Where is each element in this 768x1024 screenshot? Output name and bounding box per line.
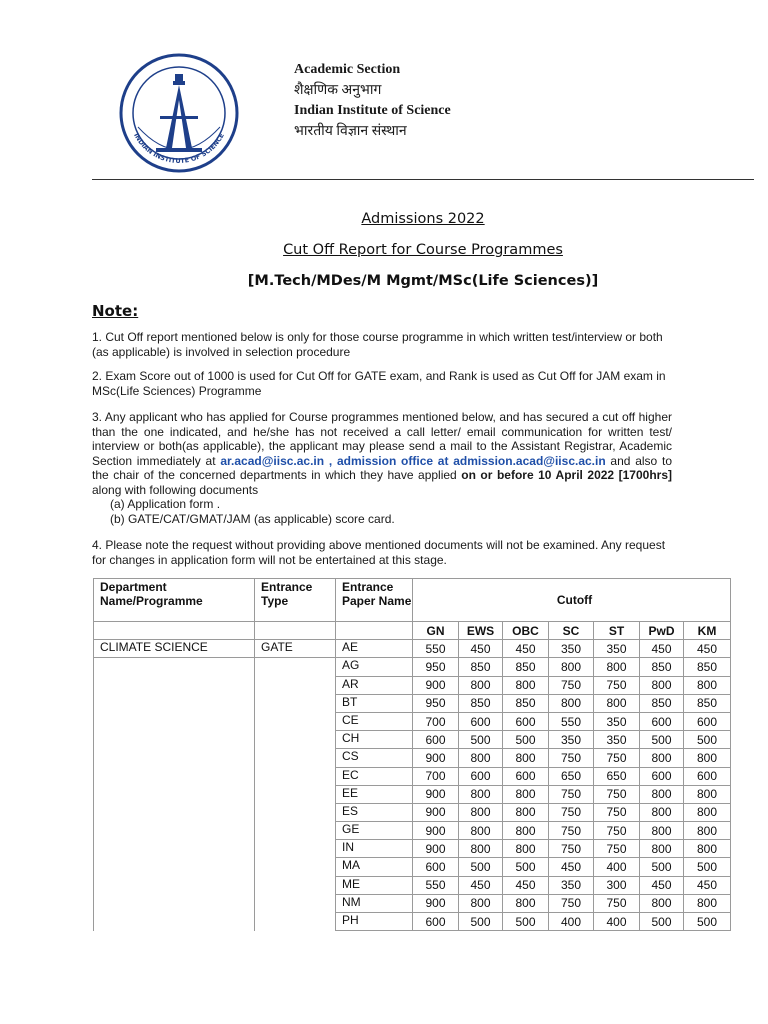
note-paragraph-4: 4. Please note the request without providing above mentioned documents will not be examined. Any request for changes in application form will not be entertained at this stage. bbox=[92, 538, 666, 567]
empty-cell bbox=[94, 858, 255, 876]
doc-item-a: (a) Application form . bbox=[110, 497, 221, 511]
cutoff-value-cell: 800 bbox=[640, 840, 684, 858]
empty-cell bbox=[94, 712, 255, 730]
empty-cell bbox=[94, 676, 255, 694]
table-row bbox=[94, 785, 731, 803]
paper-cell: AE bbox=[336, 640, 413, 658]
cutoff-value-cell: 950 bbox=[413, 658, 459, 676]
cutoff-value-cell: 500 bbox=[503, 731, 549, 749]
entrance-type-cell: GATE bbox=[255, 640, 336, 658]
empty-cell bbox=[94, 749, 255, 767]
cutoff-value-cell: 350 bbox=[594, 712, 640, 730]
table-row bbox=[94, 858, 731, 876]
cutoff-value-cell: 600 bbox=[413, 858, 459, 876]
paper-cell: MA bbox=[336, 858, 413, 876]
cutoff-value-cell: 350 bbox=[549, 876, 594, 894]
cutoff-value-cell: 450 bbox=[503, 640, 549, 658]
cutoff-value-cell: 800 bbox=[549, 658, 594, 676]
cutoff-value-cell: 600 bbox=[459, 712, 503, 730]
cutoff-value-cell: 750 bbox=[594, 676, 640, 694]
cutoff-value-cell: 750 bbox=[594, 749, 640, 767]
cutoff-value-cell: 750 bbox=[549, 894, 594, 912]
category-st: ST bbox=[594, 622, 640, 640]
cutoff-value-cell: 900 bbox=[413, 803, 459, 821]
cutoff-value-cell: 800 bbox=[640, 749, 684, 767]
empty-cell bbox=[94, 731, 255, 749]
paper-cell: GE bbox=[336, 822, 413, 840]
empty-cell bbox=[255, 785, 336, 803]
cutoff-value-cell: 500 bbox=[640, 913, 684, 931]
cutoff-value-cell: 800 bbox=[684, 785, 731, 803]
institute-name: Indian Institute of Science bbox=[294, 103, 451, 118]
cutoff-value-cell: 800 bbox=[640, 894, 684, 912]
paper-cell: BT bbox=[336, 694, 413, 712]
cutoff-value-cell: 500 bbox=[684, 913, 731, 931]
cutoff-value-cell: 800 bbox=[503, 822, 549, 840]
paper-cell: IN bbox=[336, 840, 413, 858]
cutoff-value-cell: 450 bbox=[640, 640, 684, 658]
cutoff-value-cell: 800 bbox=[684, 676, 731, 694]
cutoff-value-cell: 450 bbox=[459, 640, 503, 658]
cutoff-value-cell: 900 bbox=[413, 840, 459, 858]
cutoff-value-cell: 600 bbox=[684, 712, 731, 730]
cutoff-value-cell: 850 bbox=[640, 658, 684, 676]
title-report: Cut Off Report for Course Programmes bbox=[283, 242, 563, 258]
cutoff-value-cell: 500 bbox=[459, 913, 503, 931]
cutoff-value-cell: 600 bbox=[413, 731, 459, 749]
empty-cell bbox=[94, 803, 255, 821]
paper-cell: CE bbox=[336, 712, 413, 730]
cutoff-value-cell: 450 bbox=[503, 876, 549, 894]
paper-cell: CS bbox=[336, 749, 413, 767]
cutoff-value-cell: 500 bbox=[503, 858, 549, 876]
cutoff-value-cell: 500 bbox=[459, 731, 503, 749]
cutoff-value-cell: 750 bbox=[549, 840, 594, 858]
empty-cell bbox=[94, 822, 255, 840]
cutoff-value-cell: 750 bbox=[594, 822, 640, 840]
cutoff-value-cell: 500 bbox=[684, 731, 731, 749]
empty-cell bbox=[94, 840, 255, 858]
table-row bbox=[94, 876, 731, 894]
cutoff-value-cell: 750 bbox=[549, 803, 594, 821]
cutoff-value-cell: 450 bbox=[684, 876, 731, 894]
cutoff-value-cell: 350 bbox=[594, 731, 640, 749]
cutoff-value-cell: 800 bbox=[684, 894, 731, 912]
cutoff-value-cell: 850 bbox=[684, 658, 731, 676]
paper-cell: ME bbox=[336, 876, 413, 894]
table-row bbox=[94, 676, 731, 694]
empty-cell bbox=[255, 767, 336, 785]
cutoff-value-cell: 900 bbox=[413, 822, 459, 840]
table-row bbox=[94, 894, 731, 912]
table-row bbox=[94, 840, 731, 858]
cutoff-value-cell: 800 bbox=[459, 840, 503, 858]
table-header-row bbox=[94, 579, 731, 622]
table-row bbox=[94, 640, 731, 658]
cutoff-value-cell: 600 bbox=[459, 767, 503, 785]
empty-cell bbox=[94, 785, 255, 803]
cutoff-value-cell: 800 bbox=[503, 894, 549, 912]
cutoff-value-cell: 400 bbox=[549, 913, 594, 931]
paper-cell: ES bbox=[336, 803, 413, 821]
cutoff-value-cell: 800 bbox=[640, 803, 684, 821]
cutoff-value-cell: 800 bbox=[594, 694, 640, 712]
cutoff-value-cell: 400 bbox=[594, 858, 640, 876]
cutoff-value-cell: 800 bbox=[459, 894, 503, 912]
note-paragraph-1: 1. Cut Off report mentioned below is only for those course programme in which written test/interview or both (as applicable) is involved in selection procedure bbox=[92, 330, 663, 359]
cutoff-value-cell: 800 bbox=[503, 803, 549, 821]
cutoff-value-cell: 550 bbox=[549, 712, 594, 730]
cutoff-value-cell: 900 bbox=[413, 785, 459, 803]
table-row bbox=[94, 913, 731, 931]
header-block bbox=[294, 60, 451, 142]
cutoff-value-cell: 600 bbox=[684, 767, 731, 785]
category-sc: SC bbox=[549, 622, 594, 640]
empty-cell bbox=[255, 894, 336, 912]
cutoff-value-cell: 700 bbox=[413, 767, 459, 785]
table-row bbox=[94, 694, 731, 712]
paper-cell: PH bbox=[336, 913, 413, 931]
cutoff-value-cell: 750 bbox=[594, 840, 640, 858]
cutoff-value-cell: 850 bbox=[459, 658, 503, 676]
table-row bbox=[94, 803, 731, 821]
cutoff-value-cell: 850 bbox=[503, 658, 549, 676]
title-admissions: Admissions 2022 bbox=[361, 211, 485, 227]
deadline: on or before 10 April 2022 [1700hrs] bbox=[461, 468, 672, 482]
table-row bbox=[94, 731, 731, 749]
header-entrance-type: Entrance Type bbox=[255, 579, 336, 622]
table-row bbox=[94, 749, 731, 767]
category-gn: GN bbox=[413, 622, 459, 640]
title-programmes: [M.Tech/MDes/M Mgmt/MSc(Life Sciences)] bbox=[247, 273, 599, 289]
cutoff-value-cell: 900 bbox=[413, 894, 459, 912]
paper-cell: EE bbox=[336, 785, 413, 803]
cutoff-value-cell: 500 bbox=[459, 858, 503, 876]
category-header-row bbox=[94, 622, 731, 640]
cutoff-value-cell: 800 bbox=[549, 694, 594, 712]
cutoff-value-cell: 600 bbox=[640, 712, 684, 730]
cutoff-value-cell: 650 bbox=[549, 767, 594, 785]
header-paper: Entrance Paper Name bbox=[336, 579, 413, 622]
cutoff-value-cell: 450 bbox=[684, 640, 731, 658]
doc-item-b: (b) GATE/CAT/GMAT/JAM (as applicable) score card. bbox=[110, 511, 395, 526]
cutoff-value-cell: 500 bbox=[684, 858, 731, 876]
empty-cell bbox=[255, 803, 336, 821]
cutoff-value-cell: 500 bbox=[640, 731, 684, 749]
cutoff-value-cell: 600 bbox=[413, 913, 459, 931]
cutoff-value-cell: 750 bbox=[549, 676, 594, 694]
empty-cell bbox=[94, 876, 255, 894]
cutoff-value-cell: 800 bbox=[503, 785, 549, 803]
empty-cell bbox=[94, 767, 255, 785]
logo-text: INDIAN INSTITUTE OF SCIENCE bbox=[132, 131, 226, 165]
cutoff-value-cell: 350 bbox=[549, 731, 594, 749]
paper-cell: CH bbox=[336, 731, 413, 749]
cutoff-value-cell: 800 bbox=[684, 822, 731, 840]
cutoff-value-cell: 750 bbox=[594, 803, 640, 821]
cutoff-value-cell: 800 bbox=[459, 749, 503, 767]
cutoff-value-cell: 800 bbox=[684, 803, 731, 821]
empty-cell bbox=[255, 913, 336, 931]
cutoff-value-cell: 800 bbox=[640, 822, 684, 840]
institute-name-hindi: भारतीय विज्ञान संस्थान bbox=[294, 123, 407, 139]
cutoff-value-cell: 800 bbox=[640, 676, 684, 694]
cutoff-value-cell: 900 bbox=[413, 676, 459, 694]
table-row bbox=[94, 822, 731, 840]
cutoff-value-cell: 750 bbox=[549, 822, 594, 840]
cutoff-value-cell: 850 bbox=[684, 694, 731, 712]
category-pwd: PwD bbox=[640, 622, 684, 640]
empty-cell bbox=[255, 858, 336, 876]
cutoff-value-cell: 800 bbox=[459, 803, 503, 821]
note-paragraph-3: 3. Any applicant who has applied for Course programmes mentioned below, and has secured a cut off higher than the one indicated, and he/she has not received a call letter/ email communication for written test/ interview or both(as applicable), the applicant may please send a mail to the Assistant Registrar, Academic Section immediately at ar.acad@iisc.ac.in , admission office at admission.acad@iisc.ac.in and also to the chair of the concerned departments in which they have applied on or before 10 April 2022 [1700hrs] along with following documents (a) Application form . (b) GATE/CAT/GMAT/JAM (as applicable) score card. bbox=[92, 410, 672, 526]
note-paragraph-2: 2. Exam Score out of 1000 is used for Cut Off for GATE exam, and Rank is used as Cut Off for JAM exam in MSc(Life Sciences) Programme bbox=[92, 369, 666, 398]
cutoff-value-cell: 600 bbox=[503, 712, 549, 730]
empty-cell bbox=[94, 694, 255, 712]
cutoff-value-cell: 450 bbox=[640, 876, 684, 894]
empty-cell bbox=[255, 731, 336, 749]
table-row bbox=[94, 712, 731, 730]
empty-cell bbox=[255, 658, 336, 676]
empty-cell bbox=[94, 913, 255, 931]
empty-cell bbox=[255, 749, 336, 767]
cutoff-value-cell: 900 bbox=[413, 749, 459, 767]
cutoff-value-cell: 300 bbox=[594, 876, 640, 894]
empty-cell bbox=[255, 676, 336, 694]
cutoff-value-cell: 800 bbox=[503, 676, 549, 694]
iisc-logo bbox=[118, 52, 240, 174]
category-ews: EWS bbox=[459, 622, 503, 640]
cutoff-value-cell: 350 bbox=[549, 640, 594, 658]
empty-cell bbox=[255, 876, 336, 894]
cutoff-value-cell: 800 bbox=[459, 822, 503, 840]
header-cutoff: Cutoff bbox=[413, 579, 731, 622]
cutoff-value-cell: 750 bbox=[594, 785, 640, 803]
cutoff-value-cell: 500 bbox=[503, 913, 549, 931]
empty-cell bbox=[255, 694, 336, 712]
department-cell: CLIMATE SCIENCE bbox=[94, 640, 255, 658]
category-km: KM bbox=[684, 622, 731, 640]
cutoff-value-cell: 800 bbox=[503, 840, 549, 858]
cutoff-value-cell: 950 bbox=[413, 694, 459, 712]
paper-cell: NM bbox=[336, 894, 413, 912]
paper-cell: AR bbox=[336, 676, 413, 694]
cutoff-value-cell: 450 bbox=[459, 876, 503, 894]
cutoff-value-cell: 650 bbox=[594, 767, 640, 785]
cutoff-value-cell: 800 bbox=[684, 749, 731, 767]
cutoff-value-cell: 800 bbox=[459, 676, 503, 694]
empty-cell bbox=[255, 840, 336, 858]
cutoff-value-cell: 850 bbox=[459, 694, 503, 712]
cutoff-value-cell: 800 bbox=[594, 658, 640, 676]
cutoff-value-cell: 850 bbox=[503, 694, 549, 712]
cutoff-value-cell: 550 bbox=[413, 876, 459, 894]
category-obc: OBC bbox=[503, 622, 549, 640]
paper-cell: AG bbox=[336, 658, 413, 676]
table-row bbox=[94, 658, 731, 676]
header-department: Department Name/Programme bbox=[94, 579, 255, 622]
cutoff-value-cell: 800 bbox=[459, 785, 503, 803]
cutoff-value-cell: 850 bbox=[640, 694, 684, 712]
cutoff-value-cell: 550 bbox=[413, 640, 459, 658]
academic-section-hindi: शैक्षणिक अनुभाग bbox=[294, 82, 382, 98]
cutoff-value-cell: 800 bbox=[640, 785, 684, 803]
cutoff-value-cell: 350 bbox=[594, 640, 640, 658]
academic-section-title: Academic Section bbox=[294, 62, 401, 77]
cutoff-value-cell: 600 bbox=[503, 767, 549, 785]
cutoff-value-cell: 800 bbox=[503, 749, 549, 767]
empty-cell bbox=[255, 822, 336, 840]
contact-emails[interactable]: ar.acad@iisc.ac.in , admission office at admission.acad@iisc.ac.in bbox=[220, 453, 606, 468]
cutoff-value-cell: 450 bbox=[549, 858, 594, 876]
cutoff-value-cell: 800 bbox=[684, 840, 731, 858]
cutoff-value-cell: 500 bbox=[640, 858, 684, 876]
cutoff-value-cell: 750 bbox=[549, 749, 594, 767]
cutoff-value-cell: 600 bbox=[640, 767, 684, 785]
cutoff-table bbox=[93, 578, 731, 931]
empty-cell bbox=[94, 894, 255, 912]
empty-cell bbox=[94, 658, 255, 676]
cutoff-value-cell: 700 bbox=[413, 712, 459, 730]
paper-cell: EC bbox=[336, 767, 413, 785]
note-heading: Note: bbox=[92, 302, 139, 320]
empty-cell bbox=[255, 712, 336, 730]
cutoff-value-cell: 400 bbox=[594, 913, 640, 931]
cutoff-value-cell: 750 bbox=[594, 894, 640, 912]
table-row bbox=[94, 767, 731, 785]
header-divider bbox=[92, 179, 754, 180]
cutoff-value-cell: 750 bbox=[549, 785, 594, 803]
